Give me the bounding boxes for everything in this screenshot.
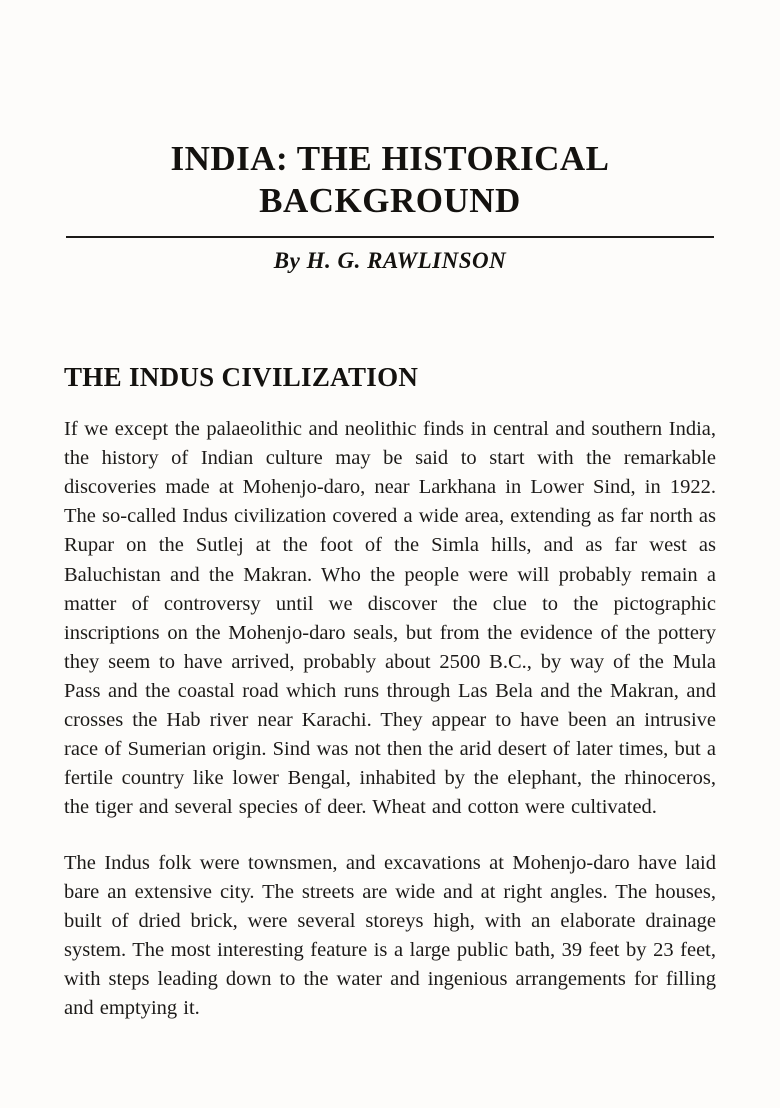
body-text-block: [64, 415, 716, 1023]
section-heading: THE INDUS CIVILIZATION: [64, 362, 419, 392]
paragraph: If we except the palaeolithic and neolithic finds in central and southern India, the history of Indian culture may be said to start with the remarkable discoveries made at Mohenjo-daro, near Larkhana in Lower Sind, in 1922. The so-called Indus civilization covered a wide area, extending as far north as Rupar on the Sutlej at the foot of the Simla hills, and as far west as Baluchistan and the Makran. Who the people were will probably remain a matter of controversy until we discover the clue to the pictographic inscriptions on the Mohenjo-daro seals, but from the evidence of the pottery they seem to have arrived, probably about 2500 B.C., by way of the Mula Pass and the coastal road which runs through Las Bela and the Makran, and crosses the Hab river near Karachi. They appear to have been an intrusive race of Sumerian origin. Sind was not then the arid desert of later times, but a fertile country like lower Bengal, inhabited by the elephant, the rhinoceros, the tiger and several species of deer. Wheat and cotton were cultivated.: [64, 418, 716, 819]
page-title-line1: INDIA: THE HISTORICAL: [170, 139, 610, 178]
page-title-line2: BACKGROUND: [259, 181, 521, 220]
paragraph: The Indus folk were townsmen, and excavations at Mohenjo-daro have laid bare an extensive city. The streets are wide and at right angles. The houses, built of dried brick, were several storeys high, with an elaborate drainage system. The most interesting feature is a large public bath, 39 feet by 23 feet, with steps leading down to the water and ingenious arrangements for filling and emptying it.: [64, 851, 716, 1020]
title-block: [64, 138, 716, 274]
page-title: [64, 138, 716, 222]
title-divider: [66, 236, 714, 238]
byline: By H. G. RAWLINSON: [273, 248, 507, 273]
